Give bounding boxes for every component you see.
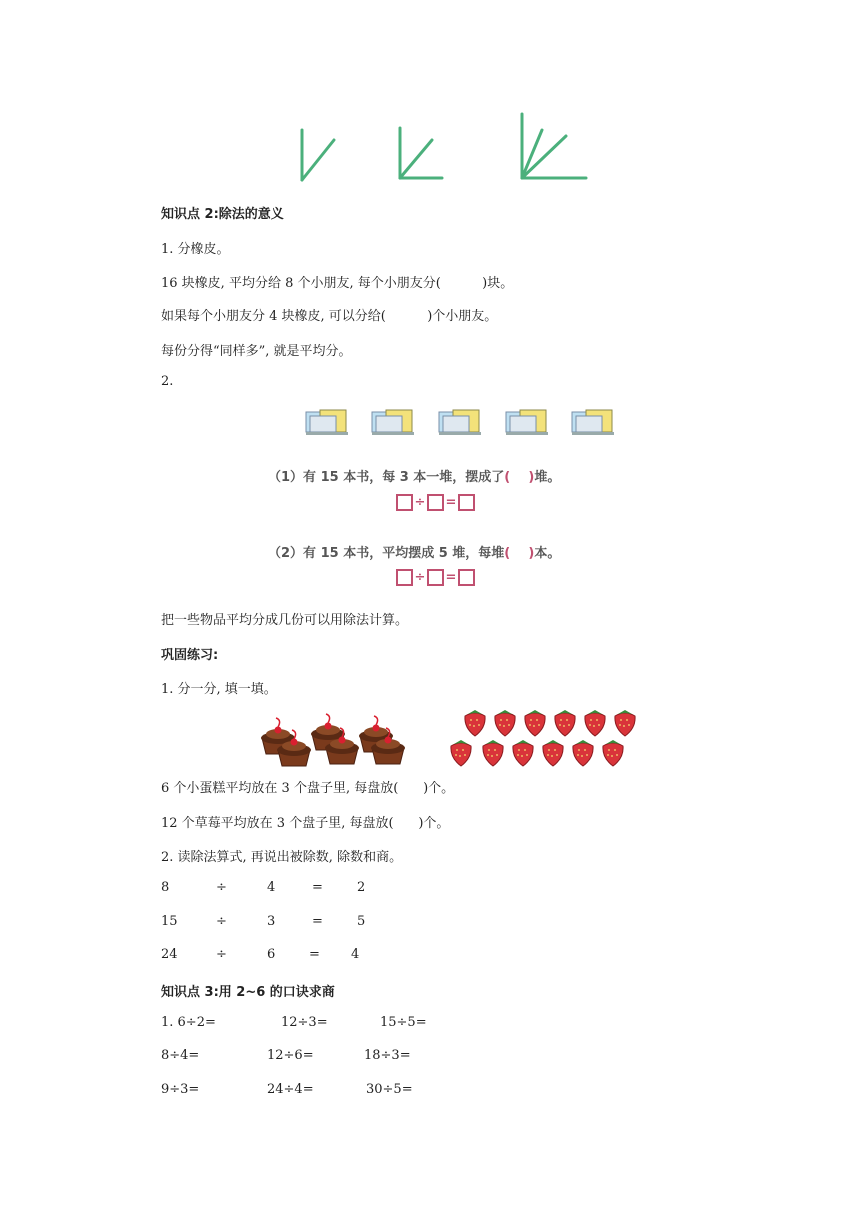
q1-line2: 如果每个小朋友分 4 块橡皮, 可以分给( )个小朋友。 [161,309,498,324]
answer-box[interactable] [427,494,444,511]
book-stack-icon [504,408,550,436]
oral-row-2 [161,1048,461,1068]
oral-problem: 12÷3= [281,1015,328,1030]
book-stack-icon [304,408,350,436]
divide-sign: ÷ [216,880,227,895]
strawberry-icon [451,740,471,766]
oral-problem: 1. 6÷2= [161,1015,216,1030]
equals-sign: = [312,880,323,895]
book-stack-icon [437,408,483,436]
answer-box[interactable] [458,494,475,511]
answer-paren-close: ) [528,470,535,485]
angle-1-ray-b [302,140,334,180]
divide-sign: ÷ [216,947,227,962]
dividend: 24 [161,947,178,962]
answer-paren-open: ( [504,546,511,561]
book-stack-icon [570,408,616,436]
q2-sub2-text: （2）有 15 本书，平均摆成 5 堆，每堆 [268,546,505,561]
strawberry-icon [615,710,635,736]
oral-problem: 24÷4= [267,1082,314,1097]
cupcakes-illustration [258,708,414,768]
divisor: 4 [267,880,276,895]
equation-boxes-2 [396,569,475,586]
oral-problem: 15÷5= [380,1015,427,1030]
q2-title: 2. [161,374,174,389]
strawberry-icon [603,740,623,766]
q2-sub2 [268,542,560,561]
section3-heading: 知识点 3:用 2~6 的口诀求商 [161,985,335,1000]
dividend: 15 [161,914,178,929]
q1-title: 1. 分橡皮。 [161,242,230,257]
practice-q1-title: 1. 分一分, 填一填。 [161,682,277,697]
equals-sign: = [312,914,323,929]
oral-problem: 18÷3= [364,1048,411,1063]
angle-3-ray-d [522,130,542,178]
strawberry-icon [513,740,533,766]
oral-row-3 [161,1082,461,1102]
answer-box[interactable] [427,569,444,586]
strawberry-icon [495,710,515,736]
strawberry-icon [525,710,545,736]
strawberry-icon [543,740,563,766]
divide-sign: ÷ [414,570,426,585]
equation-row-3 [161,947,421,967]
equals-sign: = [445,495,457,510]
quotient: 2 [357,880,366,895]
equals-sign: = [445,570,457,585]
q2-sub1-text: （1）有 15 本书，每 3 本一堆，摆成了 [268,470,505,485]
angle-3-ray-c [522,136,566,178]
q2-sub1-unit: 堆。 [534,470,561,485]
oral-problem: 12÷6= [267,1048,314,1063]
answer-box[interactable] [396,569,413,586]
divide-sign: ÷ [216,914,227,929]
practice-q2-title: 2. 读除法算式, 再说出被除数, 除数和商。 [161,850,403,865]
strawberry-icon [483,740,503,766]
q1-note: 每份分得“同样多”, 就是平均分。 [161,344,352,359]
practice-q1-line2: 12 个草莓平均放在 3 个盘子里, 每盘放( )个。 [161,816,450,831]
strawberry-icon [465,710,485,736]
oral-problem: 9÷3= [161,1082,200,1097]
answer-box[interactable] [396,494,413,511]
quotient: 4 [351,947,360,962]
equals-sign: = [309,947,320,962]
answer-box[interactable] [458,569,475,586]
oral-problem: 30÷5= [366,1082,413,1097]
strawberries-illustration [448,708,644,768]
quotient: 5 [357,914,366,929]
q1-line1: 16 块橡皮, 平均分给 8 个小朋友, 每个小朋友分( )块。 [161,276,514,291]
strawberry-icon [555,710,575,736]
angle-figures [290,108,600,186]
strawberry-icon [585,710,605,736]
oral-row-1 [161,1015,461,1035]
strawberry-icon [573,740,593,766]
q2-sub2-unit: 本。 [534,546,561,561]
divisor: 6 [267,947,276,962]
practice-heading: 巩固练习: [161,648,219,663]
divide-sign: ÷ [414,495,426,510]
oral-problem: 8÷4= [161,1048,200,1063]
practice-q1-line1: 6 个小蛋糕平均放在 3 个盘子里, 每盘放( )个。 [161,781,455,796]
equation-row-2 [161,914,421,934]
q2-sub1 [268,466,560,485]
equation-boxes-1 [396,494,475,511]
divisor: 3 [267,914,276,929]
division-summary: 把一些物品平均分成几份可以用除法计算。 [161,613,409,628]
equation-row-1 [161,880,421,900]
answer-paren-close: ) [528,546,535,561]
dividend: 8 [161,880,170,895]
answer-paren-open: ( [504,470,511,485]
books-row [300,406,630,440]
book-stack-icon [370,408,416,436]
section2-heading: 知识点 2:除法的意义 [161,207,284,222]
angle-2-ray-c [400,140,432,178]
